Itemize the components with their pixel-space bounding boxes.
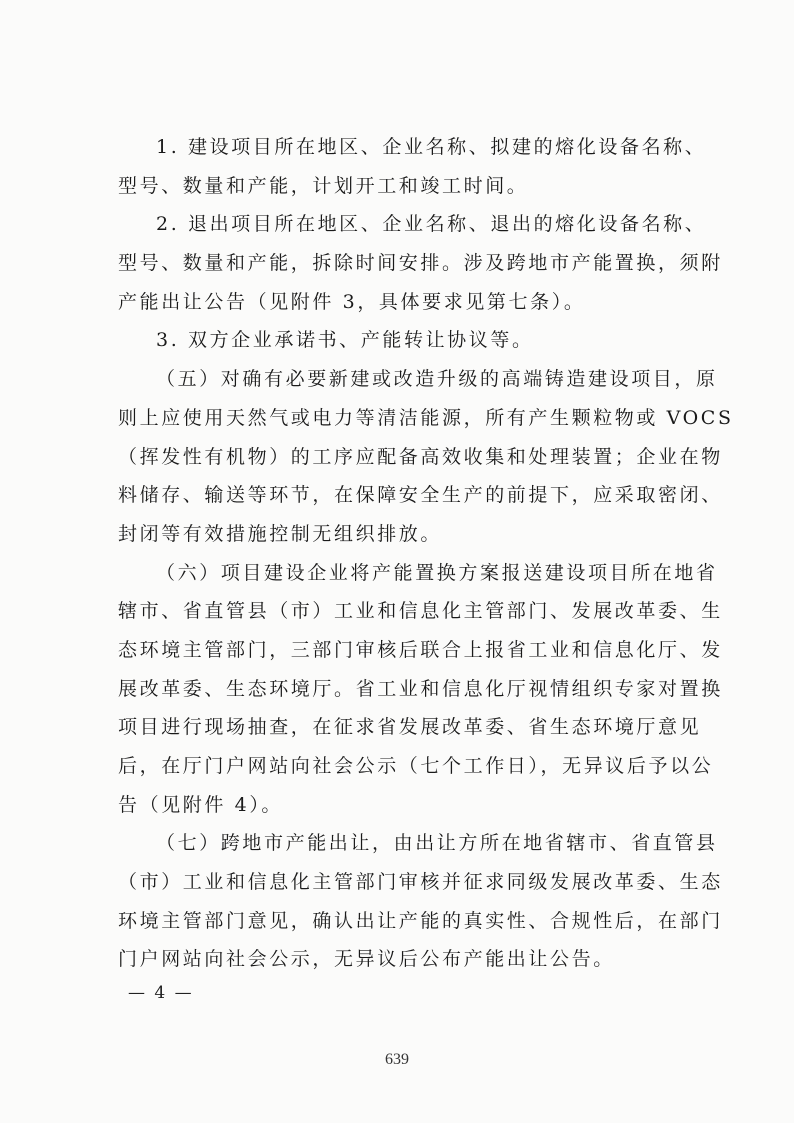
- text-line: 封闭等有效措施控制无组织排放。: [118, 522, 443, 545]
- text-line: 产能出让公告（见附件 3，具体要求见第七条）。: [118, 290, 586, 313]
- text-line: 1. 建设项目所在地区、企业名称、拟建的熔化设备名称、: [156, 136, 707, 158]
- text-line: 展改革委、生态环境厅。省工业和信息化厅视情组织专家对置换: [118, 677, 723, 700]
- text-line: 料储存、输送等环节，在保障安全生产的前提下，应采取密闭、: [118, 484, 723, 507]
- text-line: 门户网站向社会公示，无异议后公布产能出让公告。: [118, 948, 615, 971]
- text-line: （六）项目建设企业将产能置换方案报送建设项目所在地省: [156, 561, 718, 584]
- text-line: 3. 双方企业承诺书、产能转让协议等。: [156, 329, 534, 352]
- text-line: 后，在厅门户网站向社会公示（七个工作日），无异议后予以公: [118, 755, 714, 777]
- text-line: 则上应使用天然气或电力等清洁能源，所有产生颗粒物或 VOCS: [118, 406, 734, 429]
- text-line: 2. 退出项目所在地区、企业名称、退出的熔化设备名称、: [156, 213, 707, 236]
- text-line: 项目进行现场抽查，在征求省发展改革委、省生态环境厅意见: [118, 716, 702, 739]
- text-line: （七）跨地市产能出让，由出让方所在地省辖市、省直管县: [156, 832, 718, 855]
- text-line: 态环境主管部门，三部门审核后联合上报省工业和信息化厅、发: [118, 638, 723, 661]
- document-body: [118, 128, 734, 979]
- page-number-marker: — 4 —: [128, 983, 194, 1003]
- footer-page-number: 639: [385, 1051, 409, 1068]
- text-line: （五）对确有必要新建或改造升级的高端铸造建设项目，原: [156, 368, 718, 391]
- text-line: 告（见附件 4）。: [118, 793, 284, 816]
- text-line: （市）工业和信息化主管部门审核并征求同级发展改革委、生态: [118, 871, 723, 894]
- text-line: 辖市、省直管县（市）工业和信息化主管部门、发展改革委、生: [118, 600, 723, 623]
- text-line: 型号、数量和产能，拆除时间安排。涉及跨地市产能置换，须附: [118, 252, 723, 275]
- text-line: 环境主管部门意见，确认出让产能的真实性、合规性后，在部门: [118, 909, 723, 932]
- text-line: 型号、数量和产能，计划开工和竣工时间。: [118, 174, 529, 197]
- text-line: （挥发性有机物）的工序应配备高效收集和处理装置；企业在物: [118, 445, 723, 468]
